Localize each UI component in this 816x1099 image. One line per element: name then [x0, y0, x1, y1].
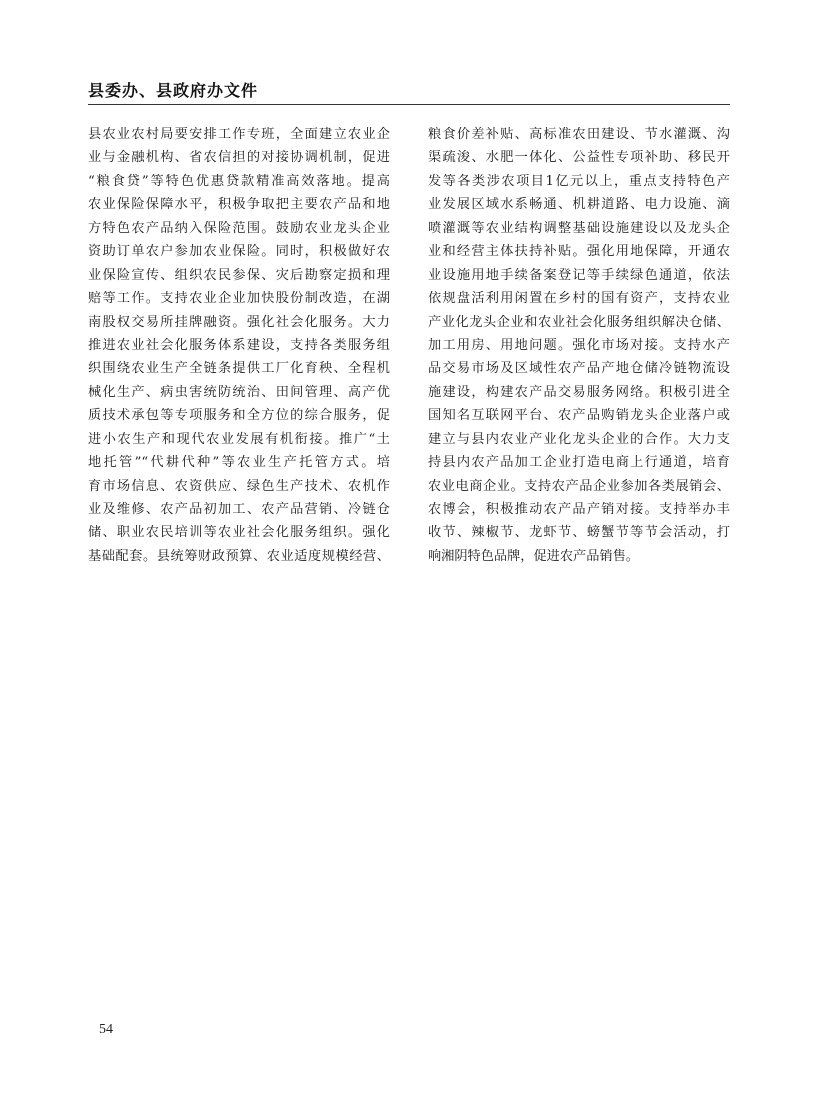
text-line: 械化生产、病虫害统防统治、田间管理、高产优: [88, 384, 390, 400]
header-rule: [88, 104, 730, 105]
header-title: 县委办、县政府办文件: [88, 81, 259, 100]
text-line: 业与金融机构、省农信担的对接协调机制，促进: [88, 150, 390, 166]
text-line: 依规盘活利用闲置在乡村的国有资产，支持农业: [428, 291, 730, 307]
text-line: 地托管”“代耕代种”等农业生产托管方式。培: [88, 455, 390, 471]
text-line: 收节、辣椒节、龙虾节、螃蟹节等节会活动，打: [428, 525, 730, 541]
text-line: 推进农业社会化服务体系建设，支持各类服务组: [88, 337, 390, 353]
text-line: 业设施用地手续备案登记等手续绿色通道，依法: [428, 267, 730, 283]
text-line: 育市场信息、农资供应、绿色生产技术、农机作: [88, 478, 390, 494]
text-line: 进小农生产和现代农业发展有机衔接。推广“土: [88, 431, 390, 447]
text-line: 持县内农产品加工企业打造电商上行通道，培育: [428, 455, 730, 471]
text-line: 业及维修、农产品初加工、农产品营销、冷链仓: [88, 502, 390, 517]
text-line: “粮食贷”等特色优惠贷款精准高效落地。提高: [88, 173, 390, 189]
text-line: 赔等工作。支持农业企业加快股份制改造，在湖: [88, 291, 390, 307]
text-line: 农业电商企业。支持农产品企业参加各类展销会、: [428, 478, 730, 494]
running-header: [88, 78, 730, 106]
text-line: 品交易市场及区域性农产品产地仓储冷链物流设: [428, 361, 730, 377]
text-line: 国知名互联网平台、农产品购销龙头企业落户或: [428, 408, 730, 424]
text-line: 农业保险保障水平，积极争取把主要农产品和地: [88, 197, 390, 213]
text-line: 南股权交易所挂牌融资。强化社会化服务。大力: [88, 314, 390, 330]
text-line: 响湘阴特色品牌，促进农产品销售。: [428, 548, 639, 564]
text-line: 粮食价差补贴、高标准农田建设、节水灌溉、沟: [428, 127, 730, 142]
text-line: 喷灌溉等农业结构调整基础设施建设以及龙头企: [428, 220, 730, 236]
text-line: 业保险宣传、组织农民参保、灾后勘察定损和理: [88, 267, 390, 283]
text-line: 储、职业农民培训等农业社会化服务组织。强化: [88, 525, 390, 541]
page-number: 54: [99, 1022, 113, 1037]
left-column: [88, 123, 390, 568]
text-line: 产业化龙头企业和农业社会化服务组织解决仓储、: [428, 314, 730, 330]
text-line: 方特色农产品纳入保险范围。鼓励农业龙头企业: [88, 220, 390, 236]
text-line: 业发展区域水系畅通、机耕道路、电力设施、滴: [428, 197, 730, 213]
text-line: 基础配套。县统筹财政预算、农业适度规模经营、: [88, 548, 390, 564]
text-line: 建立与县内农业产业化龙头企业的合作。大力支: [428, 431, 730, 447]
text-line: 加工用房、用地问题。强化市场对接。支持水产: [428, 337, 730, 353]
text-line: 发等各类涉农项目1亿元以上，重点支持特色产: [428, 173, 730, 189]
text-line: 渠疏浚、水肥一体化、公益性专项补助、移民开: [428, 150, 730, 166]
right-column: [428, 123, 730, 568]
text-line: 织围绕农业生产全链条提供工厂化育秧、全程机: [88, 361, 390, 377]
text-line: 农博会，积极推动农产品产销对接。支持举办丰: [428, 502, 730, 517]
text-line: 资助订单农户参加农业保险。同时，积极做好农: [88, 244, 390, 260]
text-line: 业和经营主体扶持补贴。强化用地保障，开通农: [428, 244, 730, 260]
text-line: 县农业农村局要安排工作专班，全面建立农业企: [88, 127, 390, 142]
text-line: 质技术承包等专项服务和全方位的综合服务，促: [88, 408, 390, 424]
text-line: 施建设，构建农产品交易服务网络。积极引进全: [428, 384, 730, 400]
